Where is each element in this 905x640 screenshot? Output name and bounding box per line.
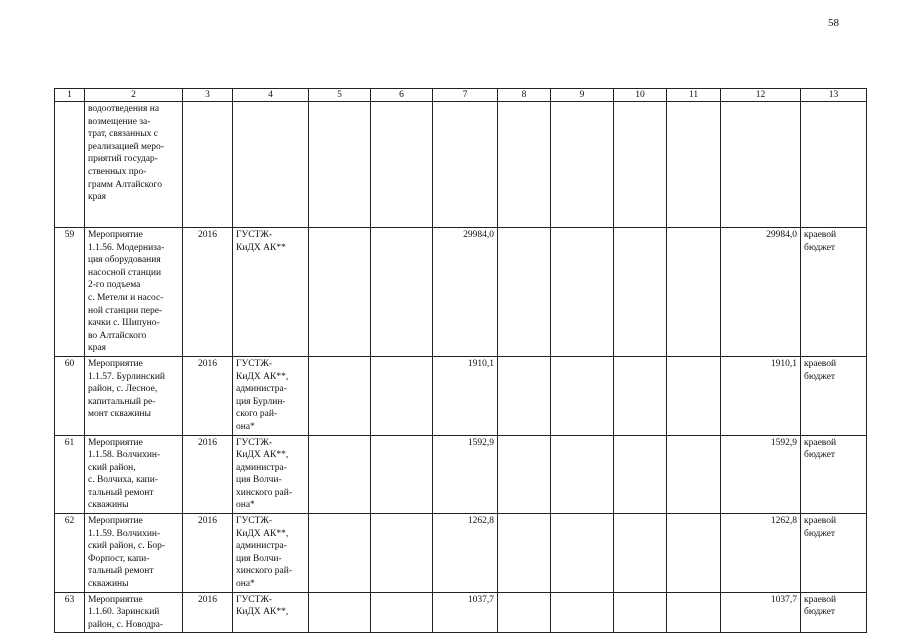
empty-cell: [614, 102, 667, 228]
page-number: 58: [828, 17, 839, 29]
executor-cell: [233, 356, 309, 435]
empty-cell: [371, 228, 433, 357]
column-header: 9: [551, 89, 614, 102]
funding-source-cell: [801, 592, 867, 633]
cell-text-line: трат, связанных с: [88, 129, 158, 140]
funding-source-cell: [801, 356, 867, 435]
cell-text-line: ГУСТЖ-: [236, 437, 273, 448]
cell-text-line: 1.1.59. Волчихин-: [88, 528, 161, 539]
cell-text-line: реализацией меро-: [88, 141, 164, 152]
cell-text-line: краевой: [804, 230, 837, 240]
empty-cell: [371, 435, 433, 514]
empty-cell: [371, 102, 433, 228]
year-amount-cell: 29984,0: [721, 228, 801, 357]
column-header: 7: [433, 89, 498, 102]
year-amount-cell: 1910,1: [721, 356, 801, 435]
empty-cell: [498, 356, 551, 435]
measure-description-cell: [85, 435, 183, 514]
cell-text-line: хинского рай-: [236, 566, 293, 577]
cell-text-line: краевой: [804, 516, 837, 527]
funding-source-cell: [801, 435, 867, 514]
row-number-cell: 62: [55, 514, 85, 593]
cell-text-line: грамм Алтайского: [88, 179, 162, 190]
cell-text-line: ственных про-: [88, 166, 147, 177]
funding-source-cell: [801, 514, 867, 593]
cell-text-line: ной станции пере-: [88, 305, 163, 316]
cell-text-line: качки с. Шипуно-: [88, 318, 160, 329]
cell-text-line: капитальный ре-: [88, 396, 156, 407]
row-number-cell: 60: [55, 356, 85, 435]
cell-text-line: с. Волчиха, капи-: [88, 475, 159, 486]
executor-cell: [233, 514, 309, 593]
empty-cell: [371, 514, 433, 593]
empty-cell: [667, 102, 721, 228]
cell-text-line: 1.1.58. Волчихин-: [88, 450, 161, 461]
cell-text-line: скважины: [88, 579, 129, 590]
cell-text-line: она*: [236, 579, 255, 590]
cell-text-line: район, с. Новодра-: [88, 619, 164, 630]
table-body: [55, 102, 867, 633]
cell-text-line: краевой: [804, 358, 837, 369]
cell-text-line: Мероприятие: [88, 358, 143, 369]
cell-text-line: ГУСТЖ-: [236, 516, 273, 527]
empty-cell: [551, 514, 614, 593]
cell-text-line: краевой: [804, 437, 837, 448]
cell-text-line: администра-: [236, 462, 287, 473]
empty-cell: [667, 592, 721, 633]
year-cell: 2016: [183, 592, 233, 633]
measure-description-cell: [85, 102, 183, 228]
cell-text-line: ция оборудования: [88, 255, 161, 266]
empty-cell: [498, 592, 551, 633]
cell-text-line: Мероприятие: [88, 437, 143, 448]
cell-text-line: она*: [236, 500, 255, 511]
cell-text-line: КиДХ АК**,: [236, 528, 289, 539]
cell-text-line: бюджет: [804, 371, 836, 382]
empty-cell: [667, 435, 721, 514]
cell-text-line: КиДХ АК**: [236, 242, 286, 253]
cell-text-line: бюджет: [804, 450, 836, 461]
row-number-cell: 61: [55, 435, 85, 514]
empty-cell: [551, 102, 614, 228]
year-cell: 2016: [183, 228, 233, 357]
cell-text-line: Мероприятие: [88, 594, 143, 605]
cell-text-line: ского рай-: [236, 409, 278, 420]
empty-cell: [371, 356, 433, 435]
row-number-cell: [55, 102, 85, 228]
cell-text-line: бюджет: [804, 528, 836, 539]
column-header: 6: [371, 89, 433, 102]
empty-cell: [309, 592, 371, 633]
cell-text-line: края: [88, 192, 106, 203]
row-number-cell: 63: [55, 592, 85, 633]
cell-text-line: с. Метели и насос-: [88, 292, 164, 303]
empty-cell: [614, 435, 667, 514]
empty-cell: [614, 592, 667, 633]
cell-text-line: ГУСТЖ-: [236, 358, 273, 369]
cell-text-line: тальный ремонт: [88, 487, 154, 498]
program-measures-table: [54, 88, 867, 633]
column-header: 5: [309, 89, 371, 102]
empty-cell: [498, 435, 551, 514]
cell-text-line: 1.1.57. Бурлинский: [88, 371, 166, 382]
empty-cell: [498, 514, 551, 593]
cell-text-line: водоотведения на: [88, 104, 160, 114]
executor-cell: [233, 435, 309, 514]
executor-cell: [233, 592, 309, 633]
empty-cell: [551, 435, 614, 514]
table-row: [55, 435, 867, 514]
year-amount-cell: 1592,9: [721, 435, 801, 514]
column-header: 3: [183, 89, 233, 102]
year-amount-cell: 1262,8: [721, 514, 801, 593]
total-amount-cell: 29984,0: [433, 228, 498, 357]
empty-cell: [551, 356, 614, 435]
cell-text-line: администра-: [236, 541, 287, 552]
cell-text-line: приятий государ-: [88, 154, 158, 165]
empty-cell: [309, 514, 371, 593]
cell-text-line: бюджет: [804, 242, 836, 253]
cell-text-line: КиДХ АК**,: [236, 371, 289, 382]
cell-text-line: монт скважины: [88, 409, 151, 420]
cell-text-line: бюджет: [804, 607, 836, 618]
year-amount-cell: 1037,7: [721, 592, 801, 633]
table-row: [55, 356, 867, 435]
cell-text-line: хинского рай-: [236, 487, 293, 498]
cell-text-line: насосной станции: [88, 267, 162, 278]
table-row: [55, 514, 867, 593]
cell-text-line: края: [88, 343, 106, 354]
cell-text-line: тальный ремонт: [88, 566, 154, 577]
executor-cell: [233, 102, 309, 228]
empty-cell: [309, 435, 371, 514]
table-row: [55, 228, 867, 357]
cell-text-line: ГУСТЖ-: [236, 230, 273, 240]
funding-source-cell: [801, 228, 867, 357]
cell-text-line: во Алтайского: [88, 330, 147, 341]
cell-text-line: ГУСТЖ-: [236, 594, 273, 605]
cell-text-line: Мероприятие: [88, 230, 143, 240]
column-header: 1: [55, 89, 85, 102]
empty-cell: [498, 228, 551, 357]
row-number-cell: 59: [55, 228, 85, 357]
empty-cell: [667, 228, 721, 357]
cell-text-line: ский район, с. Бор-: [88, 541, 166, 552]
cell-text-line: она*: [236, 421, 255, 432]
empty-cell: [667, 356, 721, 435]
empty-cell: [551, 228, 614, 357]
cell-text-line: краевой: [804, 594, 837, 605]
column-header: 10: [614, 89, 667, 102]
empty-cell: [309, 228, 371, 357]
measure-description-cell: [85, 228, 183, 357]
total-amount-cell: 1910,1: [433, 356, 498, 435]
cell-text-line: КиДХ АК**,: [236, 607, 289, 618]
empty-cell: [551, 592, 614, 633]
executor-cell: [233, 228, 309, 357]
cell-text-line: КиДХ АК**,: [236, 450, 289, 461]
cell-text-line: ский район,: [88, 462, 136, 473]
cell-text-line: возмещение за-: [88, 116, 151, 127]
year-cell: 2016: [183, 356, 233, 435]
year-cell: 2016: [183, 514, 233, 593]
empty-cell: [498, 102, 551, 228]
cell-text-line: ция Волчи-: [236, 475, 282, 486]
cell-text-line: администра-: [236, 384, 287, 395]
column-header: 2: [85, 89, 183, 102]
funding-source-cell: [801, 102, 867, 228]
empty-cell: [309, 102, 371, 228]
cell-text-line: скважины: [88, 500, 129, 511]
empty-cell: [667, 514, 721, 593]
empty-cell: [614, 356, 667, 435]
table-row: [55, 102, 867, 228]
measure-description-cell: [85, 356, 183, 435]
total-amount-cell: 1592,9: [433, 435, 498, 514]
empty-cell: [614, 514, 667, 593]
column-number-row: [55, 89, 867, 102]
column-header: 11: [667, 89, 721, 102]
column-header: 4: [233, 89, 309, 102]
year-cell: [183, 102, 233, 228]
measure-description-cell: [85, 514, 183, 593]
empty-cell: [371, 592, 433, 633]
empty-cell: [309, 356, 371, 435]
total-amount-cell: 1262,8: [433, 514, 498, 593]
column-header: 8: [498, 89, 551, 102]
measure-description-cell: [85, 592, 183, 633]
cell-text-line: район, с. Лесное,: [88, 384, 158, 395]
total-amount-cell: 1037,7: [433, 592, 498, 633]
table-row: [55, 592, 867, 633]
total-amount-cell: [433, 102, 498, 228]
cell-text-line: 1.1.60. Заринский: [88, 607, 160, 618]
cell-text-line: Мероприятие: [88, 516, 143, 527]
cell-text-line: Форпост, капи-: [88, 553, 150, 564]
column-header: 13: [801, 89, 867, 102]
cell-text-line: 2-го подъема: [88, 280, 141, 291]
year-amount-cell: [721, 102, 801, 228]
cell-text-line: ция Волчи-: [236, 553, 282, 564]
cell-text-line: 1.1.56. Модерниза-: [88, 242, 165, 253]
year-cell: 2016: [183, 435, 233, 514]
empty-cell: [614, 228, 667, 357]
cell-text-line: ция Бурлин-: [236, 396, 286, 407]
column-header: 12: [721, 89, 801, 102]
